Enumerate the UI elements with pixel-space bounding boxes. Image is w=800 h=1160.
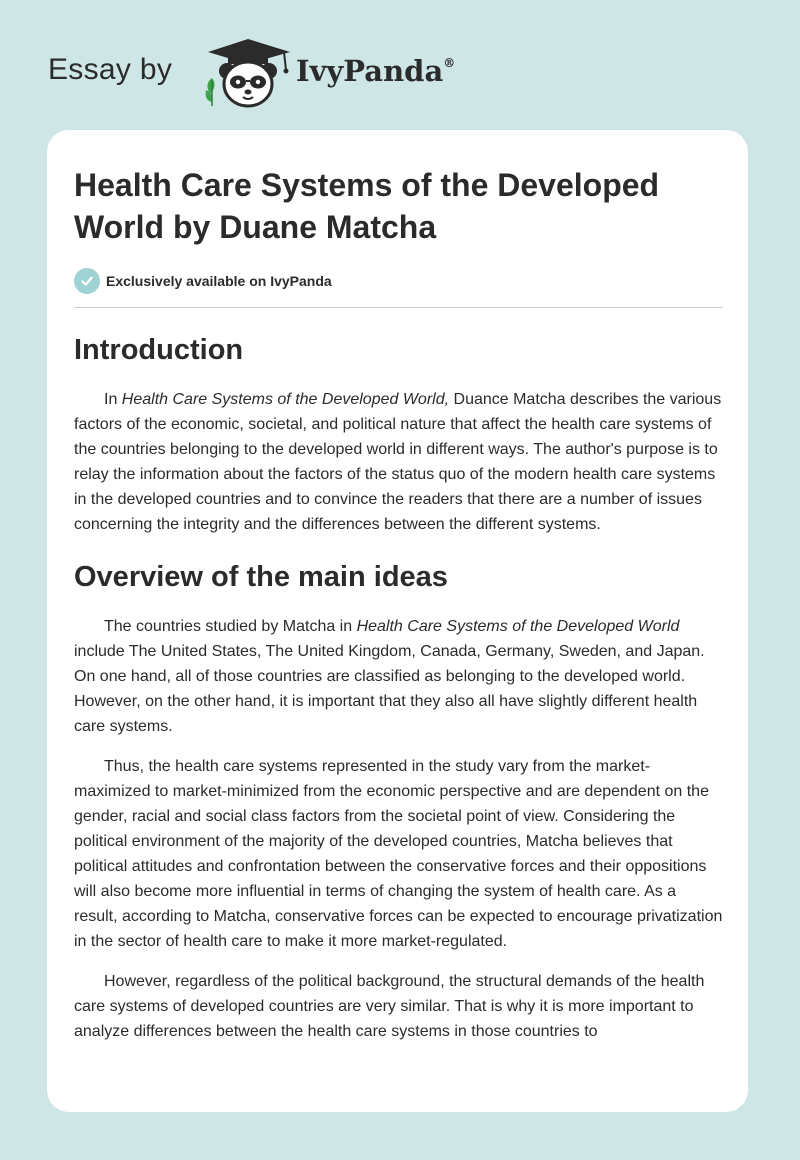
exclusive-label: Exclusively available on IvyPanda [106, 273, 332, 289]
divider [74, 307, 723, 308]
section-heading-introduction: Introduction [74, 334, 244, 366]
page-title: Health Care Systems of the Developed World by Duane Matcha [74, 167, 660, 245]
paragraph: However, regardless of the political background, the structural demands of the health care systems of developed countries are very similar. That is why it is more important to analyze differences between the health care systems in those countries to [74, 973, 705, 1040]
paragraph: In Health Care Systems of the Developed World, Duance Matcha describes the various factors of the economic, societal, and political nature that affect the health care systems of the countries belonging to the developed world in different ways. The author's purpose is to relay the information about the factors of the status quo of the modern health care systems in the developed countries and to convince the readers that there are a number of issues concerning the integrity and the differences between the different systems. [74, 391, 722, 533]
checkmark-icon [74, 268, 100, 294]
paragraph: Thus, the health care systems represented in the study vary from the market-maximized to market-minimized from the economic perspective and are dependent on the gender, racial and social class factors from the societal point of view. Considering the political environment of the majority of the developed countries, Matcha believes that political attitudes and confrontation between the conservative forces and their oppositions will also become more influential in terms of changing the system of health care. As a result, according to Matcha, conservative forces can be expected to encourage privatization in the sector of health care to make it more market-regulated. [74, 758, 723, 950]
trademark-symbol: ® [443, 56, 456, 70]
article-card [47, 130, 748, 1112]
brand-prefix: Essay by [48, 53, 173, 86]
section-heading-overview: Overview of the main ideas [74, 561, 448, 593]
exclusive-badge [74, 268, 723, 294]
paragraph: The countries studied by Matcha in Health Care Systems of the Developed World include The United States, The United Kingdom, Canada, Germany, Sweden, and Japan. On one hand, all of those countries are classified as belonging to the developed world. However, on the other hand, it is important that they also all have slightly different health care systems. [74, 618, 705, 735]
panda-graduate-icon[interactable] [200, 36, 296, 110]
site-header [48, 36, 508, 110]
brand-name[interactable]: IvyPanda® [296, 54, 456, 88]
